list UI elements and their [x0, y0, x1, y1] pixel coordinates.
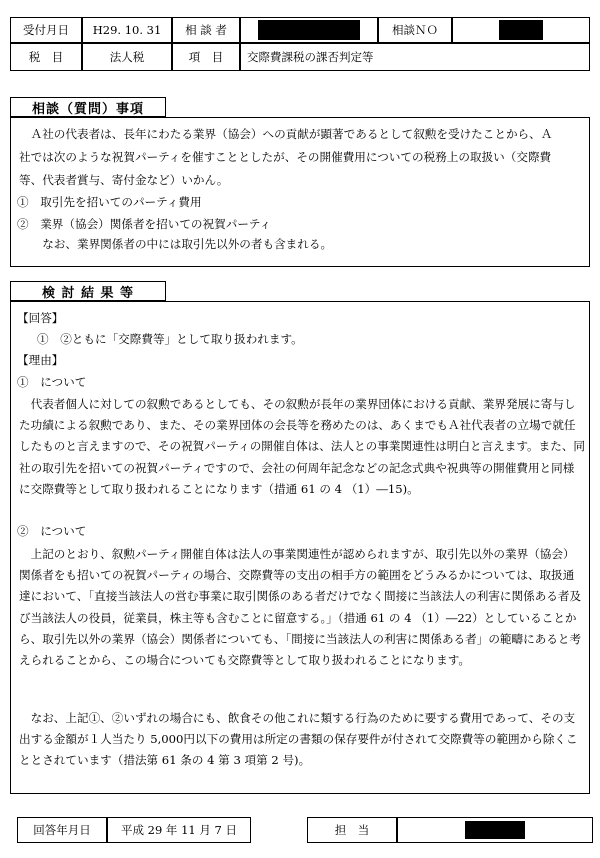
- result-heading: 検 討 結 果 等: [10, 281, 166, 301]
- consult-no-label: 相談ＮＯ: [378, 17, 452, 43]
- consultation-item-1: ① 取引先を招いてのパーティ費用: [17, 195, 202, 209]
- consult-no-value-cell: [452, 17, 590, 43]
- person-label: 担 当: [307, 817, 397, 843]
- redacted-consultant: [258, 20, 360, 40]
- consultant-value-cell: [240, 17, 378, 43]
- received-date-value: H29. 10. 31: [82, 17, 172, 43]
- consultation-box: [10, 117, 590, 267]
- note-text: なお、上記①、②いずれの場合にも、飲食その他これに類する行為のために要する費用であって、その支出する金額が１人当たり 5,000円以下の費用は所定の書類の保存要件が付されて交際費等の範囲から除くこととされています（措法第 61 条の 4 第 3 項第 2 号)。: [19, 711, 578, 768]
- consultation-line: 社では次のような祝賀パーティを催すこととしたが、その開催費用についての税務上の取扱い（交際費: [19, 150, 552, 164]
- redacted-person: [465, 821, 525, 839]
- answer-date-label: 回答年月日: [17, 817, 107, 843]
- answer-date-value: 平成 29 年 11 月 7 日: [107, 817, 251, 843]
- tax-item-label: 税 目: [10, 43, 82, 71]
- tax-item-value: 法人税: [82, 43, 172, 71]
- consultation-line: Ａ社の代表者は、長年にわたる業界（協会）への貢献が顕著であるとして叙勲を受けたことから、Ａ: [19, 127, 553, 141]
- consultation-note: なお、業界関係者の中には取引先以外の者も含まれる。: [19, 237, 333, 251]
- answer-label: 【回答】: [17, 311, 64, 325]
- reason1-text: 代表者個人に対しての叙勲であるとしても、その叙勲が長年の業界団体における貢献、業界発展に寄与した功績による叙勲であり、また、その業界団体の会長等を務めたのは、あくまでもＡ社代表者の立場で就任したものと言えますので、その祝賀パーティの開催自体は、法人との事業関連性は明白と言えます。また、同社の取引先を招いての祝賀パーティですので、会社の何周年記念などの記念式典や祝典等の開催費用と同様に交際費等として取り扱われることになります（措通 61 の 4 （1）―15)。: [19, 397, 586, 496]
- consultation-item-2: ② 業界（協会）関係者を招いての祝賀パーティ: [17, 217, 272, 231]
- answer-text: ① ②ともに「交際費等」として取り扱われます。: [37, 332, 303, 346]
- result-box: [10, 301, 590, 794]
- person-value-cell: [397, 817, 593, 843]
- reason1-title: ① について: [17, 375, 87, 389]
- consultation-line: 等、代表者賞与、寄付金など）いかん。: [19, 173, 229, 187]
- received-date-label: 受付月日: [10, 17, 82, 43]
- reason-label: 【理由】: [17, 353, 64, 367]
- consultant-label: 相 談 者: [172, 17, 240, 43]
- reason2-text: 上記のとおり、叙勲パーティ開催自体は法人の事業関連性が認められますが、取引先以外の業界（協会）関係者をも招いての祝賀パーティの場合、交際費等の支出の相手方の範囲をどうみるかについては、取扱通達において、「直接当該法人の営む事業に取引関係のある者だけでなく間接に当該法人の利害に関係ある者及び当該法人の役員，従業員，株主等も含むことに留意する。」（措通 61 の 4 （1）―22）としていることから、取引先以外の業界（協会）関係者についても、「間接に当該法人の利害に関係ある者」の範疇にあると考えられることから、この場合についても交際費等として取り扱われることになります。: [19, 547, 582, 668]
- subject-label: 項 目: [172, 43, 240, 71]
- redacted-consult-no: [499, 20, 543, 40]
- subject-value: 交際費課税の課否判定等: [240, 43, 590, 71]
- reason2-title: ② について: [17, 524, 87, 538]
- consultation-heading: 相談（質問）事項: [10, 97, 166, 117]
